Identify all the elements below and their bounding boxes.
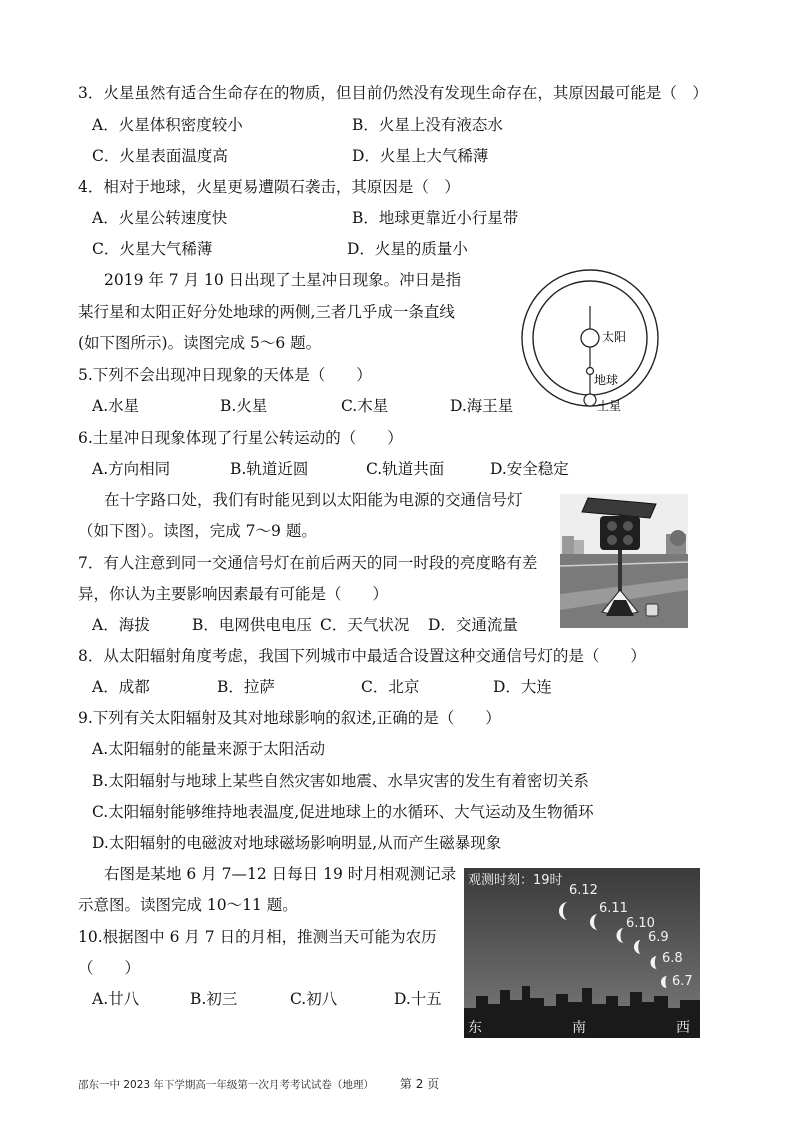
q8-option-a: A．成都 <box>92 678 150 696</box>
passage1-line2: 某行星和太阳正好分处地球的两侧,三者几乎成一条直线 <box>78 303 455 321</box>
direction-west: 西 <box>676 1020 690 1036</box>
q9-option-c: C.太阳辐射能够维持地表温度,促进地球上的水循环、大气运动及生物循环 <box>92 803 594 821</box>
q9-option-d: D.太阳辐射的电磁波对地球磁场影响明显,从而产生磁暴现象 <box>92 834 502 852</box>
q3-option-a: A．火星体积密度较小 <box>92 116 243 134</box>
direction-east: 东 <box>468 1020 482 1036</box>
q10-option-a: A.廿八 <box>92 990 140 1008</box>
q4-stem: 4．相对于地球，火星更易遭陨石袭击，其原因是（ ） <box>78 178 460 196</box>
q3-option-b: B．火星上没有液态水 <box>352 116 503 134</box>
passage2-line1: 在十字路口处，我们有时能见到以太阳能为电源的交通信号灯 <box>104 491 523 509</box>
moon-phase-diagram <box>464 868 700 1038</box>
q6-option-d: D.安全稳定 <box>490 460 569 478</box>
q5-option-b: B.火星 <box>220 397 268 415</box>
page-footer <box>78 1075 439 1092</box>
q4-option-d: D．火星的质量小 <box>347 240 468 258</box>
q3-stem: 3．火星虽然有适合生命存在的物质，但目前仍然没有发现生命存在，其原因最可能是（ ） <box>78 84 708 102</box>
date-6-10: 6.10 <box>626 916 655 931</box>
q10-option-b: B.初三 <box>190 990 238 1008</box>
passage1-line1: 2019 年 7 月 10 日出现了土星冲日现象。冲日是指 <box>104 271 462 289</box>
q6-option-b: B.轨道近圆 <box>230 460 309 478</box>
date-6-9: 6.9 <box>648 930 669 945</box>
moon-fig-title: 观测时刻：19时 <box>468 873 563 888</box>
q6-stem: 6.土星冲日现象体现了行星公转运动的（ ） <box>78 429 403 447</box>
passage2-line2: （如下图）。读图，完成 7～9 题。 <box>78 522 317 540</box>
q7-option-b: B．电网供电电压 <box>192 616 312 634</box>
q7-option-a: A．海拔 <box>92 616 150 634</box>
saturn-label: 土星 <box>597 399 622 413</box>
passage1-line3: (如下图所示)。读图完成 5～6 题。 <box>78 334 322 352</box>
date-6-8: 6.8 <box>662 951 683 966</box>
solar-traffic-light-photo <box>560 494 688 628</box>
q9-stem: 9.下列有关太阳辐射及其对地球影响的叙述,正确的是（ ） <box>78 709 501 727</box>
q5-option-c: C.木星 <box>341 397 389 415</box>
q6-option-c: C.轨道共面 <box>366 460 445 478</box>
q4-option-b: B．地球更靠近小行星带 <box>352 209 519 227</box>
sun-icon <box>581 329 599 347</box>
q8-stem: 8．从太阳辐射角度考虑，我国下列城市中最适合设置这种交通信号灯的是（ ） <box>78 647 646 665</box>
q5-option-d: D.海王星 <box>450 397 514 415</box>
q10-stem-line2: （ ） <box>78 959 141 977</box>
q5-stem: 5.下列不会出现冲日现象的天体是（ ） <box>78 366 372 384</box>
date-6-7: 6.7 <box>672 974 693 989</box>
orbit-diagram <box>518 266 664 416</box>
q10-stem-line1: 10.根据图中 6 月 7 日的月相，推测当天可能为农历 <box>78 928 437 946</box>
passage3-line1: 右图是某地 6 月 7—12 日每日 19 时月相观测记录 <box>104 865 457 883</box>
q9-option-a: A.太阳辐射的能量来源于太阳活动 <box>92 740 326 758</box>
q7-stem-line1: 7．有人注意到同一交通信号灯在前后两天的同一时段的亮度略有差 <box>78 554 538 572</box>
q8-option-d: D．大连 <box>493 678 552 696</box>
date-6-12: 6.12 <box>569 883 598 898</box>
date-6-11: 6.11 <box>599 901 628 916</box>
earth-label: 地球 <box>594 373 619 387</box>
saturn-icon <box>584 394 596 406</box>
direction-south: 南 <box>572 1020 586 1036</box>
q10-option-d: D.十五 <box>394 990 442 1008</box>
q7-stem-line2: 异，你认为主要影响因素最有可能是（ ） <box>78 585 389 603</box>
earth-icon <box>587 368 594 375</box>
q9-option-b: B.太阳辐射与地球上某些自然灾害如地震、水旱灾害的发生有着密切关系 <box>92 772 589 790</box>
sun-label: 太阳 <box>602 330 627 344</box>
page-number: 第 2 页 <box>399 1077 440 1091</box>
q5-option-a: A.水星 <box>92 397 140 415</box>
q10-option-c: C.初八 <box>290 990 338 1008</box>
q8-option-c: C．北京 <box>361 678 420 696</box>
passage3-line2: 示意图。读图完成 10～11 题。 <box>78 896 298 914</box>
q7-option-d: D．交通流量 <box>428 616 518 634</box>
q3-option-d: D．火星上大气稀薄 <box>352 147 489 165</box>
q6-option-a: A.方向相同 <box>92 460 171 478</box>
q8-option-b: B．拉萨 <box>217 678 275 696</box>
q3-option-c: C．火星表面温度高 <box>92 147 228 165</box>
exam-title: 邵东一中 2023 年下学期高一年级第一次月考考试试卷（地理） <box>78 1079 374 1091</box>
q7-option-c: C．天气状况 <box>320 616 410 634</box>
q4-option-a: A．火星公转速度快 <box>92 209 228 227</box>
q4-option-c: C．火星大气稀薄 <box>92 240 213 258</box>
